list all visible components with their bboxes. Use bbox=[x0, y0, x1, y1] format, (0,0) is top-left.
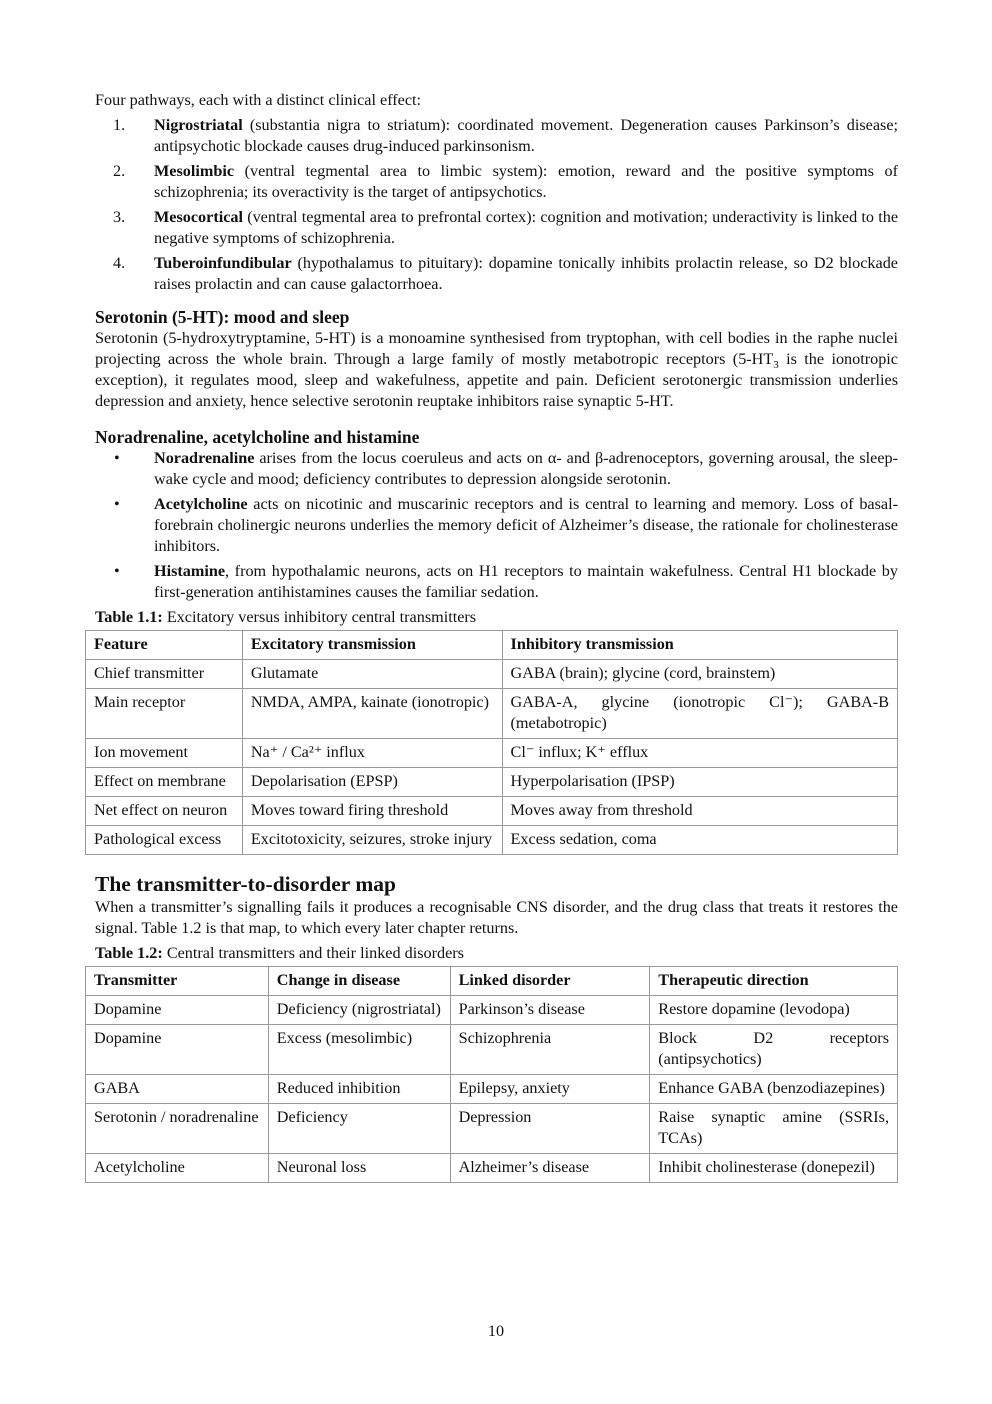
table-cell: Raise synaptic amine (SSRIs, TCAs) bbox=[650, 1104, 898, 1154]
table-cell: NMDA, AMPA, kainate (ionotropic) bbox=[242, 689, 502, 739]
table-header: Linked disorder bbox=[450, 967, 650, 996]
table-2-caption: Table 1.2: Central transmitters and their linked disorders bbox=[95, 944, 464, 962]
table-cell: Hyperpolarisation (IPSP) bbox=[502, 768, 897, 797]
table-cell: Alzheimer’s disease bbox=[450, 1154, 650, 1183]
table-cell: Moves toward firing threshold bbox=[242, 797, 502, 826]
table-cell: Reduced inhibition bbox=[268, 1075, 450, 1104]
table-cell: Net effect on neuron bbox=[86, 797, 243, 826]
bullet: • bbox=[114, 562, 120, 580]
table-cell: Depression bbox=[450, 1104, 650, 1154]
table-cell: GABA-A, glycine (ionotropic Cl⁻); GABA-B (metabotropic) bbox=[502, 689, 897, 739]
table-header-row bbox=[86, 967, 898, 996]
table-cell: Deficiency bbox=[268, 1104, 450, 1154]
table-row bbox=[86, 1104, 898, 1154]
table-cell: Enhance GABA (benzodiazepines) bbox=[650, 1075, 898, 1104]
table-cell: Pathological excess bbox=[86, 826, 243, 855]
table-header: Therapeutic direction bbox=[650, 967, 898, 996]
table-cell: Glutamate bbox=[242, 660, 502, 689]
table-cell: Acetylcholine bbox=[86, 1154, 269, 1183]
table-cell: Main receptor bbox=[86, 689, 243, 739]
list-item: • Histamine, from hypothalamic neurons, acts on H1 receptors to maintain wakefulness. Central H1 blockade by first-generation antihistamines causes the familiar sedation. bbox=[114, 562, 898, 601]
map-paragraph: When a transmitter’s signalling fails it produces a recognisable CNS disorder, and the drug class that treats it restores the signal. Table 1.2 is that map, to which every later chapter returns. bbox=[95, 898, 898, 937]
table-cell: Block D2 receptors (antipsychotics) bbox=[650, 1025, 898, 1075]
table-cell: Depolarisation (EPSP) bbox=[242, 768, 502, 797]
list-item: • Acetylcholine acts on nicotinic and muscarinic receptors and is central to learning and memory. Loss of basal-forebrain cholinergic neurons underlies the memory deficit of Alzheimer’s disease, the rationale for cholinesterase inhibitors. bbox=[114, 495, 898, 555]
table-header: Inhibitory transmission bbox=[502, 631, 897, 660]
pathway-name: Mesolimbic bbox=[154, 162, 235, 180]
table-cell: Deficiency (nigrostriatal) bbox=[268, 996, 450, 1025]
pathway-name: Nigrostriatal bbox=[154, 116, 243, 134]
table-cell: Restore dopamine (levodopa) bbox=[650, 996, 898, 1025]
list-item: 4. Tuberoinfundibular (hypothalamus to pituitary): dopamine tonically inhibits prolactin release, so D2 blockade raises prolactin and can cause galactorrhoea. bbox=[113, 254, 898, 293]
table-1-caption: Table 1.1: Excitatory versus inhibitory central transmitters bbox=[95, 608, 477, 626]
table-cell: Excitotoxicity, seizures, stroke injury bbox=[242, 826, 502, 855]
table-cell: Dopamine bbox=[86, 1025, 269, 1075]
table-cell: Serotonin / noradrenaline bbox=[86, 1104, 269, 1154]
map-heading: The transmitter-to-disorder map bbox=[95, 872, 396, 896]
pathway-list bbox=[95, 115, 898, 295]
table-cell: GABA (brain); glycine (cord, brainstem) bbox=[502, 660, 897, 689]
transmitter-list bbox=[95, 448, 898, 603]
table-cell: Excess (mesolimbic) bbox=[268, 1025, 450, 1075]
table-row bbox=[86, 739, 898, 768]
table-cell: Chief transmitter bbox=[86, 660, 243, 689]
noradrenaline-heading: Noradrenaline, acetylcholine and histamine bbox=[95, 427, 420, 447]
table-row bbox=[86, 768, 898, 797]
transmitter-disorder-table bbox=[85, 966, 898, 1183]
table-cell: Neuronal loss bbox=[268, 1154, 450, 1183]
table-row bbox=[86, 1025, 898, 1075]
table-row bbox=[86, 689, 898, 739]
pathways-intro: Four pathways, each with a distinct clinical effect: bbox=[95, 91, 422, 109]
table-cell: Cl⁻ influx; K⁺ efflux bbox=[502, 739, 897, 768]
table-row bbox=[86, 797, 898, 826]
document-page bbox=[95, 90, 898, 1183]
pathway-name: Mesocortical bbox=[154, 208, 243, 226]
serotonin-heading: Serotonin (5-HT): mood and sleep bbox=[95, 307, 350, 327]
bullet: • bbox=[114, 449, 120, 467]
table-cell: Dopamine bbox=[86, 996, 269, 1025]
table-cell: GABA bbox=[86, 1075, 269, 1104]
list-item: 2. Mesolimbic (ventral tegmental area to limbic system): emotion, reward and the positive symptoms of schizophrenia; its overactivity is the target of antipsychotics. bbox=[113, 162, 898, 201]
table-cell: Schizophrenia bbox=[450, 1025, 650, 1075]
table-row bbox=[86, 1154, 898, 1183]
table-cell: Epilepsy, anxiety bbox=[450, 1075, 650, 1104]
table-cell: Excess sedation, coma bbox=[502, 826, 897, 855]
bullet: • bbox=[114, 495, 120, 513]
table-cell: Inhibit cholinesterase (donepezil) bbox=[650, 1154, 898, 1183]
table-header: Transmitter bbox=[86, 967, 269, 996]
list-item: 1. Nigrostriatal (substantia nigra to striatum): coordinated movement. Degeneration causes Parkinson’s disease; antipsychotic blockade causes drug-induced parkinsonism. bbox=[113, 116, 898, 155]
table-row bbox=[86, 826, 898, 855]
page-number: 10 bbox=[487, 1322, 505, 1340]
table-row bbox=[86, 996, 898, 1025]
table-cell: Na⁺ / Ca²⁺ influx bbox=[242, 739, 502, 768]
table-cell: Moves away from threshold bbox=[502, 797, 897, 826]
table-header: Excitatory transmission bbox=[242, 631, 502, 660]
table-header: Change in disease bbox=[268, 967, 450, 996]
excitatory-inhibitory-table bbox=[85, 630, 898, 855]
list-item: 3. Mesocortical (ventral tegmental area to prefrontal cortex): cognition and motivation; underactivity is linked to the negative symptoms of schizophrenia. bbox=[113, 208, 898, 247]
table-header: Feature bbox=[86, 631, 243, 660]
list-item: • Noradrenaline arises from the locus coeruleus and acts on α- and β-adrenoceptors, governing arousal, the sleep-wake cycle and mood; deficiency contributes to depression alongside serotonin. bbox=[114, 449, 898, 488]
table-cell: Ion movement bbox=[86, 739, 243, 768]
table-header-row bbox=[86, 631, 898, 660]
table-row bbox=[86, 660, 898, 689]
table-row bbox=[86, 1075, 898, 1104]
serotonin-paragraph: Serotonin (5-hydroxytryptamine, 5-HT) is a monoamine synthesised from tryptophan, with cell bodies in the raphe nuclei projecting across the whole brain. Through a large family of mostly metabotropic receptors ($5-HT_3$ is the ionotropic exception), it regulates mood, sleep and wakefulness, appetite and pain. Deficient serotonergic transmission underlies depression and anxiety, hence selective serotonin reuptake inhibitors raise synaptic 5-HT. bbox=[95, 329, 898, 410]
pathway-name: Tuberoinfundibular bbox=[154, 254, 292, 272]
table-cell: Parkinson’s disease bbox=[450, 996, 650, 1025]
table-cell: Effect on membrane bbox=[86, 768, 243, 797]
